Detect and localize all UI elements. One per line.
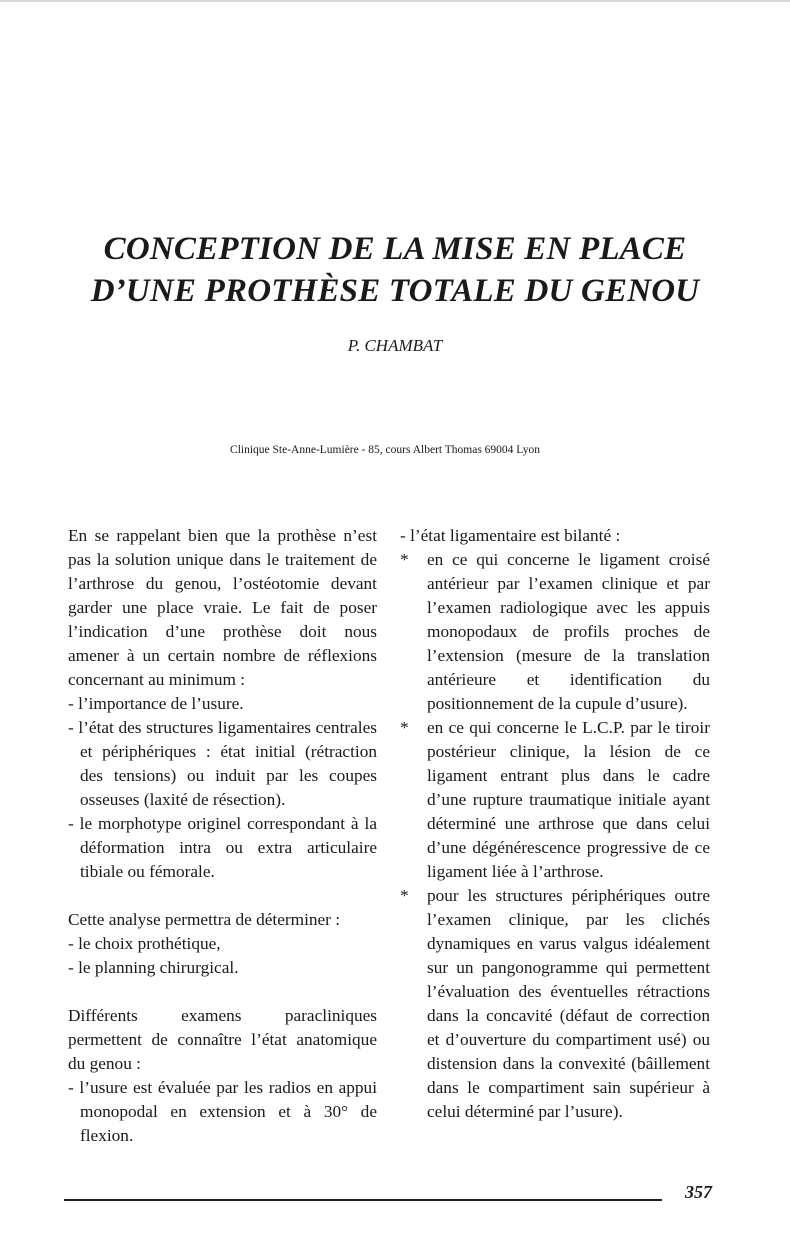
asterisk-marker: * (400, 718, 409, 737)
author-name: P. CHAMBAT (347, 336, 443, 355)
paragraph-gap (68, 884, 377, 908)
bullet-item (400, 884, 710, 1124)
bullet-item (400, 548, 710, 716)
title-line-2: D’UNE PROTHÈSE TOTALE DU GENOU (90, 273, 700, 309)
list-item: - le choix prothétique, (68, 934, 221, 953)
ligament-lead: - l’état ligamentaire est bilanté : (400, 526, 621, 545)
article-title (40, 228, 750, 312)
footer-rule (64, 1199, 662, 1201)
analysis-intro: Cette analyse permettra de déterminer : (68, 910, 341, 929)
paragraph-gap (68, 980, 377, 1004)
list-item: - le planning chirurgical. (68, 958, 239, 977)
list-item: - l’importance de l’usure. (68, 694, 244, 713)
list-item: - l’état des structures ligamentaires centrales et périphériques : état initial (rétraction des tensions) ou induit par les coupes osseuses (laxité de résection). (68, 718, 377, 809)
title-line-1: CONCEPTION DE LA MISE EN PLACE (103, 231, 687, 267)
top-rule (0, 0, 790, 2)
list-item: - le morphotype originel correspondant à la déformation intra ou extra articulaire tibiale ou fémorale. (68, 814, 377, 881)
right-column (400, 524, 710, 1124)
exams-intro: Différents examens paracliniques permettent de connaître l’état anatomique du genou : (68, 1006, 377, 1073)
asterisk-marker: * (400, 550, 409, 569)
bullet-text: en ce qui concerne le ligament croisé antérieur par l’examen clinique et par l’examen radiologique avec les appuis monopodaux de profils proches de l’extension (mesure de la translation antérieure et identification du positionnement de la cupule d’usure). (427, 550, 710, 713)
page-number: 357 (685, 1182, 712, 1202)
intro-paragraph: En se rappelant bien que la prothèse n’est pas la solution unique dans le traitement de l’arthrose du genou, l’ostéotomie devant garder une place vraie. Le fait de poser l’indication d’une prothèse doit nous amener à un certain nombre de réflexions concernant au minimum : (68, 526, 377, 689)
bullet-item (400, 716, 710, 884)
asterisk-marker: * (400, 886, 409, 905)
left-column (68, 524, 377, 1148)
bullet-text: pour les structures périphériques outre l’examen clinique, par les clichés dynamiques en varus valgus idéalement sur un pangonogramme qui permettent l’évaluation des éventuelles rétractions dans la concavité (défaut de correction et d’ouverture du compartiment usé) ou distension dans la convexité (bâillement dans le compartiment sain supérieur à celui déterminé par l’usure). (427, 886, 710, 1121)
author-affiliation: Clinique Ste-Anne-Lumière - 85, cours Albert Thomas 69004 Lyon (230, 444, 540, 456)
bullet-text: en ce qui concerne le L.C.P. par le tiroir postérieur clinique, la lésion de ce ligament entrant plus dans le cadre d’une rupture traumatique initiale ayant déterminé une arthrose que dans celui d’une dégénérescence progressive de ce ligament liée à l’arthrose. (427, 718, 710, 881)
list-item: - l’usure est évaluée par les radios en appui monopodal en extension et à 30° de flexion. (68, 1078, 377, 1145)
